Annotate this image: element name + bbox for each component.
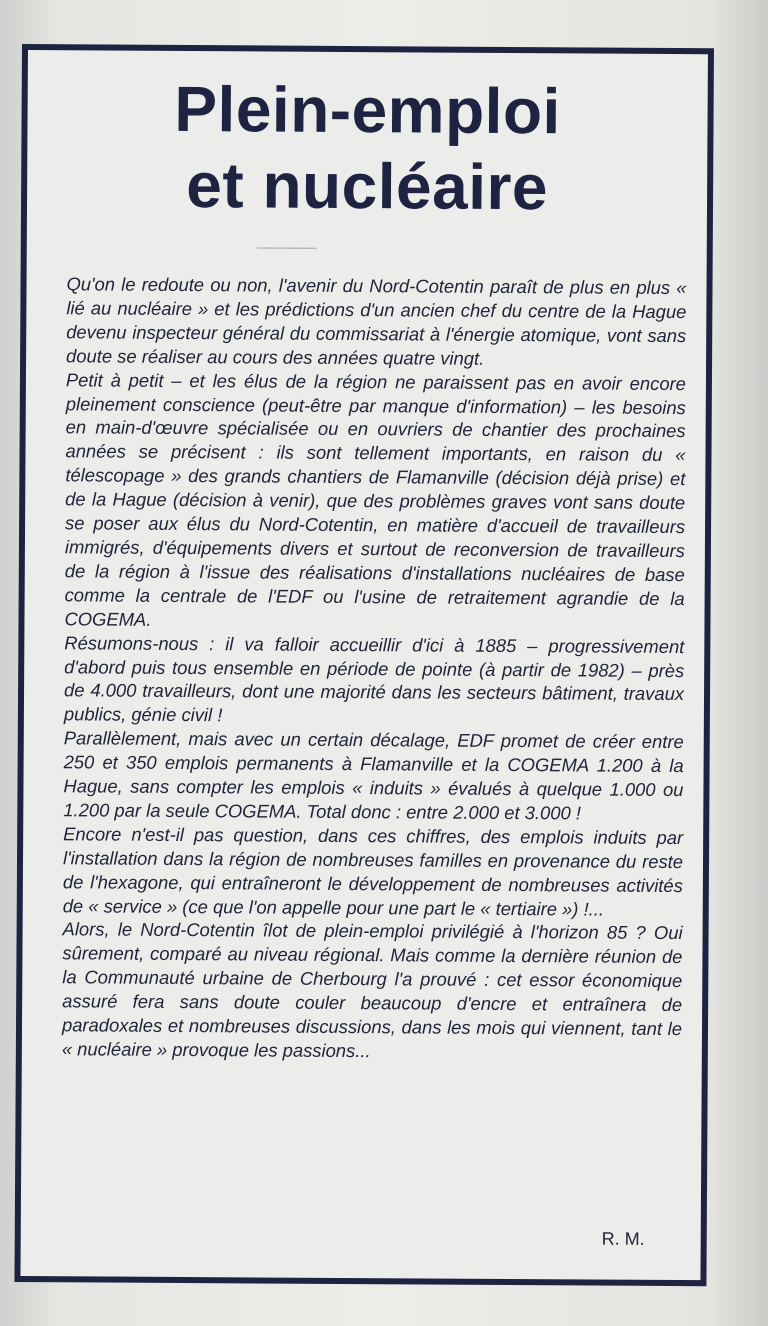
author-signature: R. M. [601,1228,645,1249]
paragraph: Petit à petit – et les élus de la région ne paraissent pas en avoir encore pleinement conscience (peut-être par manque d'information) – les besoins en main-d'œuvre spécialisée ou en ouvriers de chantier des prochaines années se précisent : ils sont tellement importants, en raison du « télescopage » des grands chantiers de Flamanville (décision déjà prise) et de la Hague (décision à venir), que des problèmes graves vont sans doute se poser aux élus du Nord-Cotentin, en matière d'accueil de travailleurs immigrés, d'équipements divers et surtout de reconversion de travailleurs de la région à l'issue des réalisations d'installations nucléaires de base comme la centrale de l'EDF ou l'usine de retraitement agrandie de la COGEMA. [64,368,687,630]
paragraph: Résumons-nous : il va falloir accueillir d'ici à 1885 – progressivement d'abord puis tous ensemble en période de pointe (à partir de 1982) – près de 4.000 travailleurs, dont une majorité dans les secteurs bâtiment, travaux publics, génie civil ! [63,631,685,726]
article-body [62,272,687,1065]
title-line-2: et nucléaire [186,149,549,224]
paragraph: Alors, le Nord-Cotentin îlot de plein-emploi privilégié à l'horizon 85 ? Oui sûrement, comparé au niveau régional. Mais comme la dernière réunion de la Communauté urbaine de Cherbourg l'a prouvé : cet essor économique assuré fera sans doute couler beaucoup d'encre et entraînera de paradoxales et nombreuses discussions, dans les mois qui viennent, tant le « nucléaire » provoque les passions... [61,918,683,1062]
article-box [14,44,714,1286]
article-title [27,70,708,226]
paragraph: Encore n'est-il pas question, dans ces chiffres, des emplois induits par l'installation dans la région de nombreuses familles en provenance du reste de l'hexagone, qui entraîneront le développement de nombreuses activités de « service » (ce que l'on appelle pour une part le « tertiaire ») !... [62,823,684,920]
paragraph: Qu'on le redoute ou non, l'avenir du Nord-Cotentin paraît de plus en plus « lié au nucléaire » et les prédictions d'un ancien chef du centre de la Hague devenu inspecteur général du commissariat à l'énergie atomique, vont sans doute se réaliser au cours des années quatre vingt. [66,273,687,369]
paragraph: Parallèlement, mais avec un certain décalage, EDF promet de créer entre 250 et 350 emplois permanents à Flamanville et la COGEMA 1.200 à la Hague, sans compter les emplois « induits » évalués à quelque 1.000 ou 1.200 par la seule COGEMA. Total donc : entre 2.000 et 3.000 ! [63,727,684,824]
title-rule [257,247,317,248]
title-line-1: Plein-emploi [174,72,562,148]
